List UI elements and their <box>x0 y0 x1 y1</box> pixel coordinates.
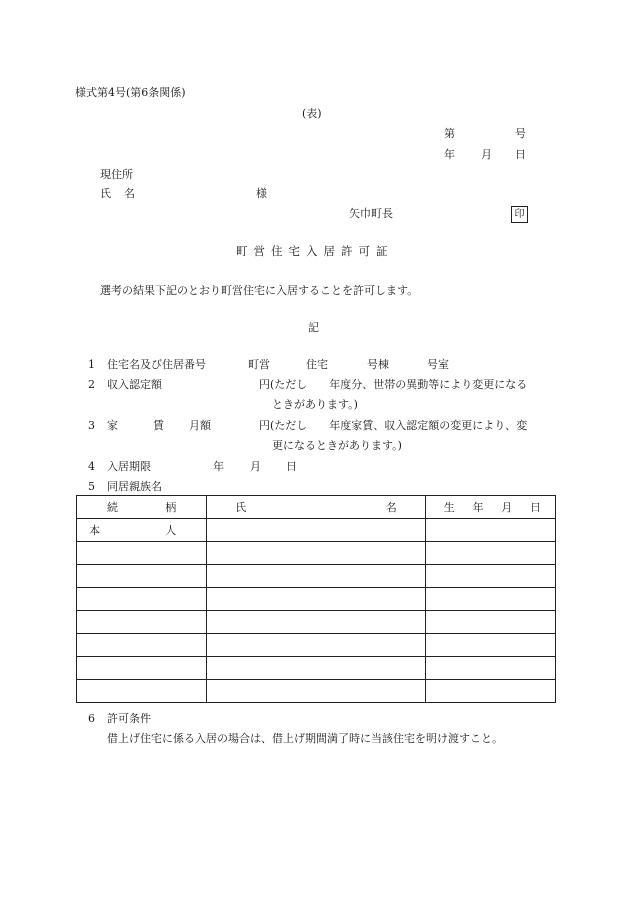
item-3-label-b: 賃 <box>153 419 164 432</box>
item-2-number: 2 <box>88 378 95 391</box>
title-char: 宅 <box>288 244 306 258</box>
name-label-2: 名 <box>124 187 135 200</box>
table-row <box>77 611 556 634</box>
header-relation-char: 柄 <box>165 501 177 514</box>
header-birth-char: 月 <box>501 501 513 514</box>
body-text: 選考の結果下記のとおり町営住宅に入居することを許可します。 <box>100 284 419 297</box>
header-birth <box>425 496 555 519</box>
table-row <box>77 588 556 611</box>
name-cell[interactable] <box>207 519 425 542</box>
item-3-line-2: 更になるときがあります。) <box>272 439 402 452</box>
birth-cell[interactable] <box>425 588 555 611</box>
header-relation <box>77 496 207 519</box>
title-char: 証 <box>376 244 394 258</box>
table-row <box>77 634 556 657</box>
document-title <box>236 244 394 258</box>
item-2-line-2: ときがあります。) <box>272 398 358 411</box>
relation-cell[interactable] <box>77 657 207 680</box>
seal-box: 印 <box>511 206 528 223</box>
item-1-town: 町営 <box>248 358 270 371</box>
item-1-label: 住宅名及び住居番号 <box>107 358 206 371</box>
table-row <box>77 565 556 588</box>
name-cell[interactable] <box>207 542 425 565</box>
birth-cell[interactable] <box>425 611 555 634</box>
header-name-char: 名 <box>385 501 397 514</box>
table-row <box>77 657 556 680</box>
family-table-header <box>77 496 556 519</box>
item-4-label: 入居期限 <box>107 460 151 473</box>
form-number: 様式第4号(第6条関係) <box>75 86 186 99</box>
item-1-number: 1 <box>88 358 95 371</box>
relation-cell[interactable] <box>77 542 207 565</box>
table-row <box>77 542 556 565</box>
item-3-label-a: 家 <box>107 419 118 432</box>
relation-cell[interactable] <box>77 634 207 657</box>
issue-number-suffix: 号 <box>515 127 526 140</box>
header-birth-char: 日 <box>529 501 541 514</box>
table-row <box>77 680 556 703</box>
record-label: 記 <box>308 321 319 334</box>
table-row <box>77 519 556 542</box>
relation-cell[interactable] <box>77 565 207 588</box>
relation-self-char: 人 <box>165 524 177 537</box>
item-6-label: 許可条件 <box>107 712 151 725</box>
title-char: 可 <box>358 244 376 258</box>
item-2-label: 収入認定額 <box>107 378 162 391</box>
item-1-room: 号室 <box>427 358 449 371</box>
item-6-text: 借上げ住宅に係る入居の場合は、借上げ期間満了時に当該住宅を明け渡すこと。 <box>107 732 503 745</box>
relation-cell[interactable] <box>77 680 207 703</box>
address-label: 現住所 <box>100 168 133 181</box>
item-4-day: 日 <box>286 460 297 473</box>
name-cell[interactable] <box>207 565 425 588</box>
header-birth-char: 年 <box>472 501 484 514</box>
item-5-label: 同居親族名 <box>107 480 162 493</box>
honorific: 様 <box>256 187 267 200</box>
title-char: 許 <box>341 244 359 258</box>
item-2-line-1: 円(ただし 年度分、世帯の異動等により変更になる <box>259 378 528 391</box>
item-6-number: 6 <box>88 712 95 725</box>
item-3-number: 3 <box>88 419 95 432</box>
birth-cell[interactable] <box>425 542 555 565</box>
header-name-char: 氏 <box>235 501 247 514</box>
name-cell[interactable] <box>207 611 425 634</box>
item-1-building: 号棟 <box>367 358 389 371</box>
item-4-month: 月 <box>250 460 261 473</box>
name-cell[interactable] <box>207 657 425 680</box>
name-cell[interactable] <box>207 634 425 657</box>
title-char: 入 <box>306 244 324 258</box>
item-3-line-1: 円(ただし 年度家賃、収入認定額の変更により、変 <box>259 419 528 432</box>
item-4-number: 4 <box>88 460 95 473</box>
item-5-number: 5 <box>88 480 95 493</box>
name-label-1: 氏 <box>100 187 111 200</box>
issue-date-day: 日 <box>515 148 526 161</box>
header-birth-char: 生 <box>443 501 455 514</box>
issuer-name: 矢巾町長 <box>349 207 393 220</box>
item-4-year: 年 <box>213 460 224 473</box>
header-relation-char: 続 <box>107 501 118 514</box>
family-table <box>76 495 556 703</box>
issue-date-month: 月 <box>481 148 492 161</box>
title-char: 住 <box>271 244 289 258</box>
birth-cell[interactable] <box>425 565 555 588</box>
item-3-label-c: 月額 <box>189 419 211 432</box>
title-char: 居 <box>323 244 341 258</box>
name-cell[interactable] <box>207 588 425 611</box>
relation-cell <box>77 519 207 542</box>
header-name <box>207 496 425 519</box>
issue-date-year: 年 <box>444 148 455 161</box>
birth-cell[interactable] <box>425 634 555 657</box>
relation-cell[interactable] <box>77 588 207 611</box>
relation-self-char: 本 <box>89 524 100 537</box>
relation-cell[interactable] <box>77 611 207 634</box>
name-cell[interactable] <box>207 680 425 703</box>
birth-cell[interactable] <box>425 680 555 703</box>
issue-number-prefix: 第 <box>444 127 455 140</box>
side-label: (表) <box>302 107 322 120</box>
birth-cell[interactable] <box>425 657 555 680</box>
title-char: 町 <box>236 244 254 258</box>
title-char: 営 <box>253 244 271 258</box>
birth-cell[interactable] <box>425 519 555 542</box>
item-1-housing: 住宅 <box>306 358 328 371</box>
